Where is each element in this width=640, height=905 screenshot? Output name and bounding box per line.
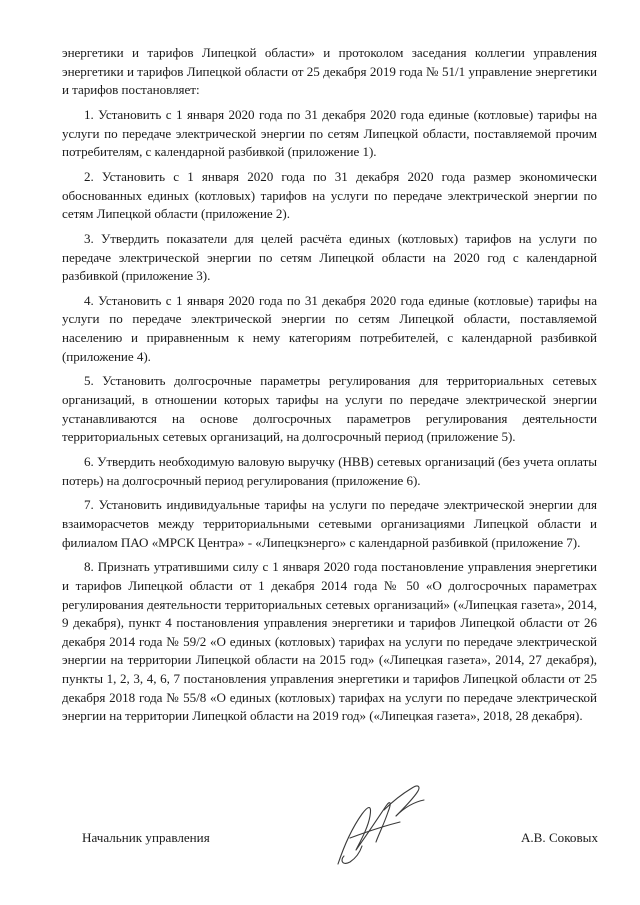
clause-3: 3. Утвердить показатели для целей расчёта единых (котловых) тарифов на услуги по передаче электрической энергии по сетям Липецкой области на 2020 год с календарной разбивкой (приложение 3). (62, 230, 597, 284)
signature-stroke (350, 822, 400, 838)
signature-stroke (396, 800, 424, 816)
handwritten-signature (326, 776, 436, 871)
intro-paragraph: энергетики и тарифов Липецкой области» и протоколом заседания коллегии управления энергетики и тарифов Липецкой области от 25 декабря 2019 года № 51/1 управление энергетики и тарифов постановляет: (62, 45, 597, 98)
clause-2: 2. Установить с 1 января 2020 года по 31 декабря 2020 года размер экономически обоснованных единых (котловых) тарифов на услуги по передаче электрической энергии по сетям Липецкой области (приложение 2). (62, 168, 597, 222)
document-body (62, 44, 597, 732)
clause-4: 4. Установить с 1 января 2020 года по 31 декабря 2020 года единые (котловые) тарифы на услуги по передаче электрической энергии по сетям Липецкой области, поставляемой населению и приравненным к нему категориям потребителей, с календарной разбивкой (приложение 4). (62, 292, 597, 364)
clause-6: 6. Утвердить необходимую валовую выручку (НВВ) сетевых организаций (без учета оплаты потерь) на долгосрочный период регулирования (приложение 6). (62, 454, 597, 488)
signatory-position: Начальник управления (82, 830, 210, 845)
clause-5: 5. Установить долгосрочные параметры регулирования для территориальных сетевых организаций, в отношении которых тарифы на услуги по передаче электрической энергии устанавливаются на основе долгосрочных параметров регулирования деятельности территориальных сетевых организаций, на долгосрочный период (приложение 5). (62, 373, 597, 445)
clause-7: 7. Установить индивидуальные тарифы на услуги по передаче электрической энергии для взаиморасчетов между территориальными сетевыми организациями Липецкой области и филиалом ПАО «МРСК Центра» - «Липецкэнерго» с календарной разбивкой (приложение 7). (62, 497, 597, 550)
clause-1: 1. Установить с 1 января 2020 года по 31 декабря 2020 года единые (котловые) тарифы на услуги по передаче электрической энергии по сетям Липецкой области, поставляемой прочим потребителям, с календарной разбивкой (приложение 1). (62, 106, 597, 160)
clause-8: 8. Признать утратившими силу с 1 января 2020 года постановление управления энергетики и тарифов Липецкой области от 1 декабря 2014 года № 50 «О долгосрочных параметрах регулирования деятельности территориальных сетевых организаций» («Липецкая газета», 2014, 9 декабря), пункт 4 постановления управления энергетики и тарифов Липецкой области от 26 декабря 2014 года № 59/2 «О единых (котловых) тарифах на услуги по передаче электрической энергии на территории Липецкой области на 2015 год» («Липецкая газета», 2014, 27 декабря), пункты 1, 2, 3, 4, 6, 7 постановления управления энергетики и тарифов Липецкой области от 25 декабря 2018 года № 55/8 «О единых (котловых) тарифах на услуги по передаче электрической энергии на территории Липецкой области на 2019 год» («Липецкая газета», 2018, 28 декабря). (62, 559, 597, 724)
signatory-name: А.В. Соковых (520, 830, 598, 845)
signature-stroke (342, 846, 362, 863)
